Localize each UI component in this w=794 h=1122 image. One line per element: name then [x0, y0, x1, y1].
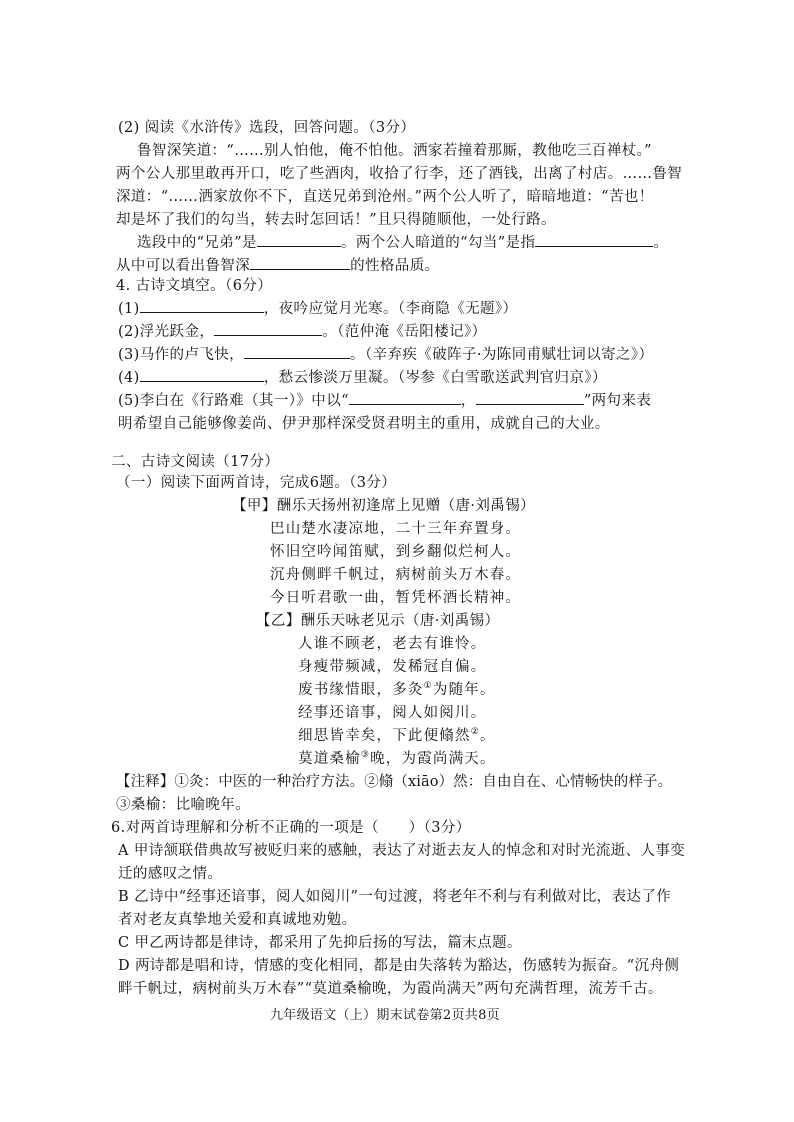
q4-item-3	[118, 344, 653, 366]
q4-item-1	[118, 298, 517, 320]
answer-blank-4-4[interactable]	[140, 367, 264, 382]
option-a: A 甲诗颔联借典故写被贬归来的感触，表达了对逝去友人的悼念和对时光流逝、人事变	[118, 843, 686, 859]
poem-b-line: 人谁不顾老，老去有谁怜。	[298, 636, 487, 652]
poem-a-line: 沉舟侧畔千帆过，病树前头万木春。	[270, 567, 522, 583]
option-c: C 甲乙两诗都是律诗，都采用了先抑后扬的写法，篇末点题。	[118, 935, 522, 951]
answer-blank-character[interactable]	[250, 255, 350, 270]
poem-a-line: 巴山楚水凄凉地，二十三年弃置身。	[270, 521, 522, 537]
annotation-line: ③桑榆：比喻晚年。	[116, 797, 251, 813]
option-d: D 两诗都是唱和诗，情感的变化相同，都是由失落转为豁达，伤感转为振奋。“沉舟侧	[118, 958, 680, 974]
option-a-cont: 迁的感叹之情。	[118, 866, 223, 882]
answer-blank-4-3[interactable]	[244, 344, 350, 359]
poem-b-title: 【乙】酬乐天咏老见示（唐·刘禹锡）	[256, 613, 500, 629]
poem-b-line	[298, 748, 496, 770]
option-d-cont: 畔千帆过，病树前头万木春”“莫道桑榆晚，为霞尚满天”两句充满哲理，流芳千古。	[118, 981, 663, 997]
item-number: (2)浮光跃金，	[118, 324, 215, 340]
poem-text: 废书缘惜眼，多灸	[298, 682, 424, 698]
item-text: ”两句来表	[583, 393, 652, 409]
poem-a-line: 怀旧空吟闻笛赋，到乡翻似烂柯人。	[270, 544, 522, 560]
item-text: ，	[460, 393, 476, 409]
item-text: ，夜吟应觉月光寒。（李商隐《无题》）	[263, 301, 518, 317]
poem-a-title: 【甲】酬乐天扬州初逢席上见赠（唐·刘禹锡）	[232, 498, 536, 514]
poem-b-line: 身瘦带频减，发稀冠自偏。	[298, 659, 487, 675]
poem-text: 莫道桑榆	[298, 751, 361, 767]
q4-item-2	[118, 321, 487, 343]
q2-prompt-b: 。两个公人暗道的“勾当”是指	[340, 235, 536, 251]
q2-prompt-d: 从中可以看出鲁智深	[116, 258, 251, 274]
q2-passage-line: 却是坏了我们的勾当，转去时怎回话！”且只得随顺他，一处行路。	[116, 212, 556, 228]
answer-blank-4-5b[interactable]	[476, 390, 584, 405]
q4-heading: 4. 古诗文填空。（6分）	[116, 278, 273, 294]
q2-prompt-e: 的性格品质。	[350, 258, 440, 274]
item-text: 。（辛弃疾《破阵子·为陈同甫赋壮词以寄之》）	[350, 347, 654, 363]
q4-item-5	[118, 390, 651, 412]
q2-question-line	[137, 232, 668, 254]
q2-prompt-c: 。	[653, 235, 669, 251]
item-text: ，愁云惨淡万里凝。（岑参《白雪歌送武判官归京》）	[263, 370, 607, 386]
footnote-marker: ③	[360, 750, 371, 761]
answer-blank-4-5a[interactable]	[349, 390, 461, 405]
q2-heading: (2) 阅读《水浒传》选段，回答问题。（3分）	[118, 120, 416, 136]
answer-blank-brother[interactable]	[257, 232, 341, 247]
section-heading: 二、古诗文阅读（17分）	[111, 454, 280, 470]
subsection-heading: （一）阅读下面两首诗，完成6题。（3分）	[116, 475, 397, 491]
q2-question-line	[116, 255, 440, 277]
poem-text: 细思皆幸矣，下此便翛然	[298, 728, 471, 744]
poem-b-line	[298, 725, 496, 747]
q2-prompt-a: 选段中的“兄弟”是	[137, 235, 257, 251]
item-number: (4)	[118, 370, 140, 386]
q2-passage-line: 鲁智深笑道：“……别人怕他，俺不怕他。洒家若撞着那厮，教他吃三百禅杖。”	[137, 143, 652, 159]
poem-b-line	[298, 679, 496, 701]
q4-item-5-cont: 明希望自己能够像姜尚、伊尹那样深受贤君明主的重用，成就自己的大业。	[118, 416, 610, 432]
answer-blank-4-1[interactable]	[140, 298, 264, 313]
answer-blank-goudang[interactable]	[535, 232, 653, 247]
option-b-cont: 者对老友真挚地关爱和真诚地劝勉。	[118, 912, 357, 928]
footnote-marker: ②	[470, 727, 480, 738]
poem-text: 。	[479, 728, 496, 744]
option-b: B 乙诗中“经事还谙事，阅人如阅川”一句过渡，将老年不利与有利做对比，表达了作	[118, 889, 672, 905]
annotation-line: 【注释】①灸：中医的一种治疗方法。②翛（xiāo）然：自由自在、心情畅快的样子。	[116, 774, 673, 790]
poem-b-line: 经事还谙事，阅人如阅川。	[298, 705, 487, 721]
poem-a-line: 今日听君歌一曲，暂凭杯酒长精神。	[270, 590, 522, 606]
item-text: (5)李白在《行路难（其一）》中以“	[118, 393, 349, 409]
answer-blank-4-2[interactable]	[214, 321, 322, 336]
page-footer: 九年级语文（上）期末试卷第2页共8页	[270, 1008, 500, 1023]
item-number: (1)	[118, 301, 140, 317]
q6-heading: 6.对两首诗理解和分析不正确的一项是（ ）（3分）	[111, 820, 471, 836]
q2-passage-line: 两个公人那里敢再开口，吃了些酒肉，收拾了行李，还了酒钱，出离了村店。……鲁智	[116, 166, 683, 182]
q2-passage-line: 深道：“……洒家放你不下，直送兄弟到沧州。”两个公人听了，暗暗地道：“苦也！	[116, 189, 654, 205]
footnote-marker: ①	[423, 681, 433, 692]
item-text: 。（范仲淹《岳阳楼记》）	[322, 324, 487, 340]
poem-text: 为随年。	[432, 682, 496, 698]
q4-item-4	[118, 367, 607, 389]
poem-text: 晚，为霞尚满天。	[370, 751, 496, 767]
item-number: (3)马作的卢飞快，	[118, 347, 245, 363]
